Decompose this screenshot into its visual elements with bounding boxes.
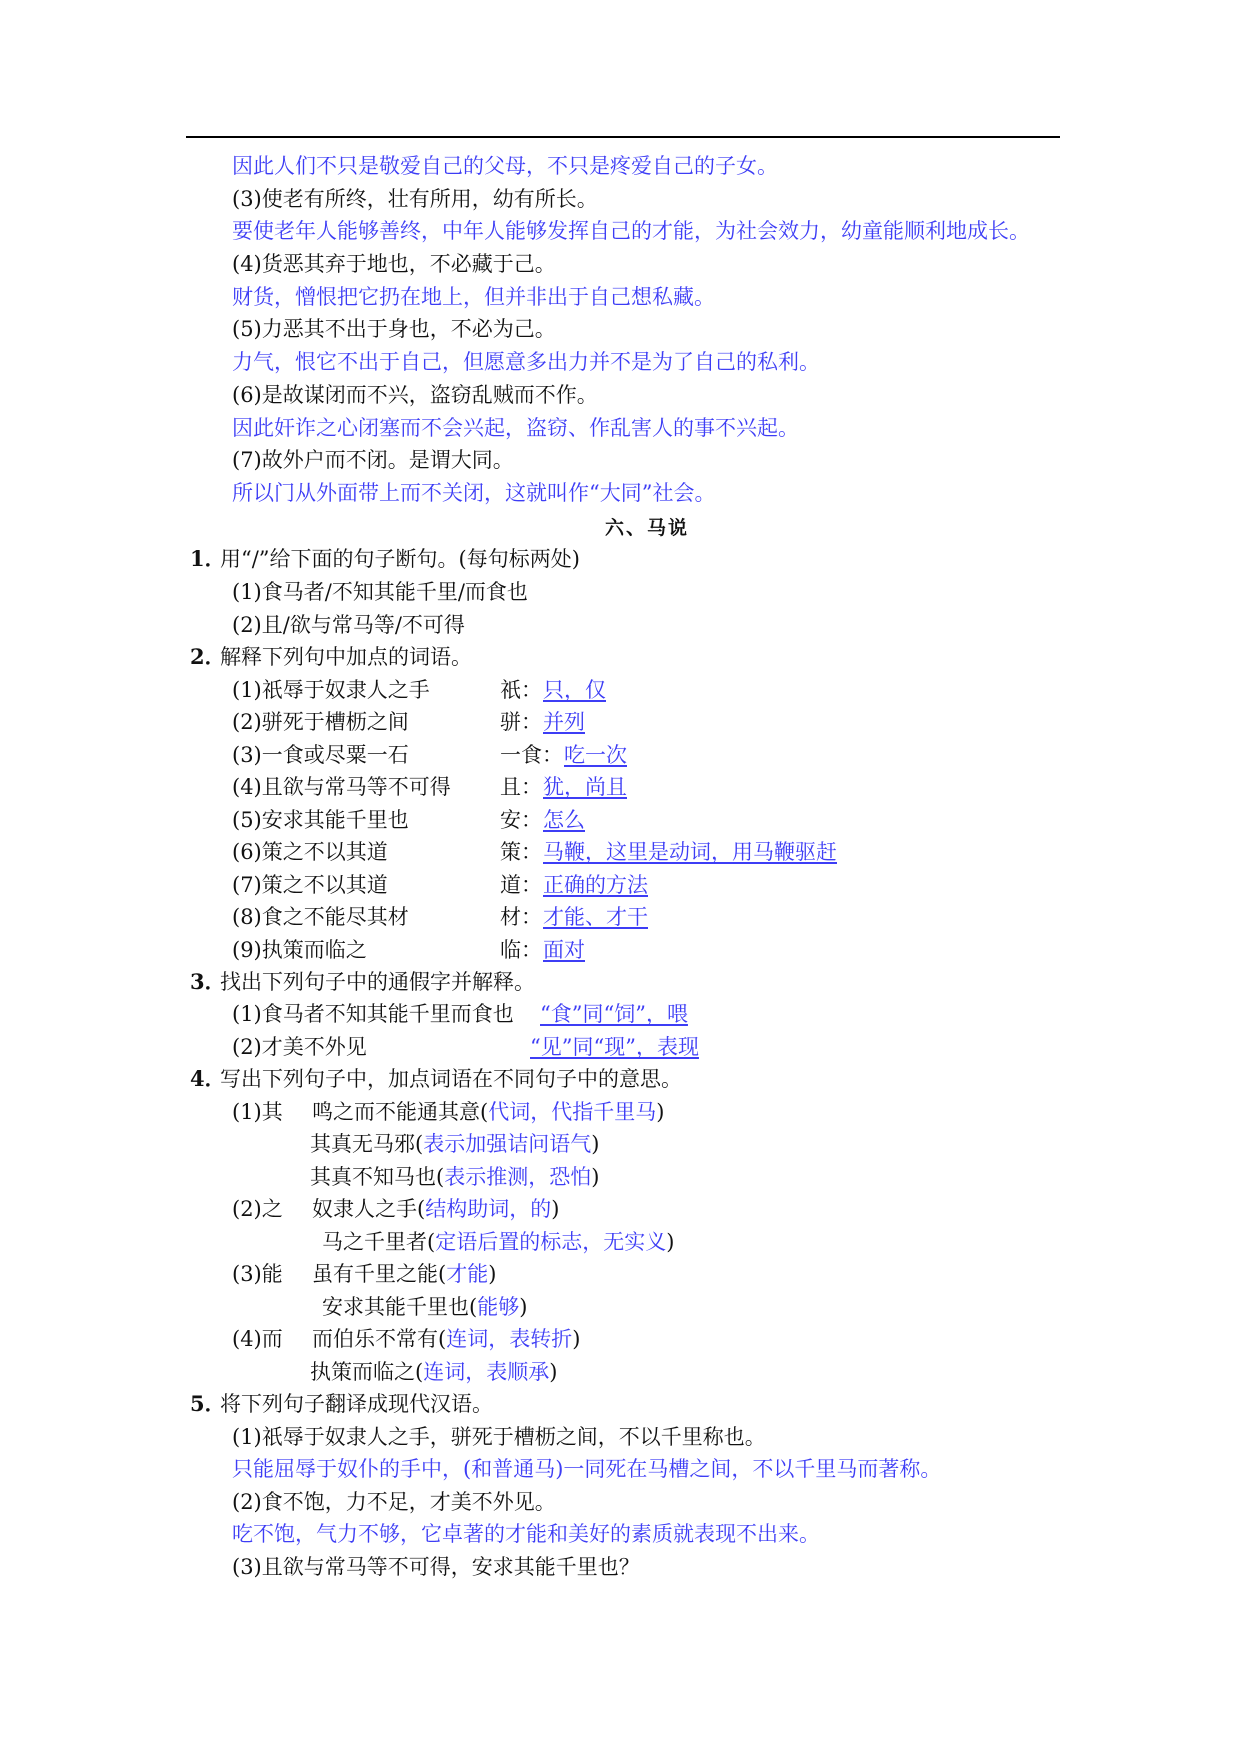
q4-line-1-2: 其真无马邪(表示加强诘问语气) [310,1132,600,1156]
q5-sentence-3: (3)且欲与常马等不可得，安求其能千里也？ [232,1555,640,1579]
q4-line-2-2: 马之千里者(定语后置的标志，无实义) [322,1230,675,1254]
q2-word-5: 安： [500,808,542,832]
q4-word-3: (3)能 [232,1262,283,1286]
q2-word-6: 策： [500,840,542,864]
prev-line-11: 所以门从外面带上而不关闭，这就叫作“大同”社会。 [232,481,716,505]
q2-answer-7: 正确的方法 [543,873,648,897]
q2-word-3: 一食： [500,743,563,767]
prev-line-8: (6)是故谋闭而不兴，盗窃乱贼而不作。 [232,383,598,407]
q2-number: 2． [190,644,226,669]
q4-word-1: (1)其 [232,1100,283,1124]
q2-sentence-2: (2)骈死于槽枥之间 [232,710,409,734]
q3-answer-1: “食”同“饲”，喂 [540,1002,688,1026]
q4-line-3-2: 安求其能千里也(能够) [322,1295,528,1319]
q1-item-2: (2)且/欲与常马等/不可得 [232,613,465,637]
q2-answer-6: 马鞭，这里是动词，用马鞭驱赶 [543,840,837,864]
prev-line-9: 因此奸诈之心闭塞而不会兴起，盗窃、作乱害人的事不兴起。 [232,416,799,440]
q4-number: 4． [190,1066,226,1091]
q2-sentence-3: (3)一食或尽粟一石 [232,743,409,767]
prev-line-10: (7)故外户而不闭。是谓大同。 [232,448,514,472]
q2-word-7: 道： [500,873,542,897]
q2-word-1: 祇： [500,678,542,702]
q2-answer-5: 怎么 [543,808,585,832]
prev-line-5: 财货，憎恨把它扔在地上，但并非出于自己想私藏。 [232,285,715,309]
q4-line-3-1: 虽有千里之能(才能) [312,1262,497,1286]
q5-answer-2: 吃不饱，气力不够，它卓著的才能和美好的素质就表现不出来。 [232,1522,820,1546]
q2-sentence-1: (1)祇辱于奴隶人之手 [232,678,430,702]
q4-line-4-1: 而伯乐不常有(连词，表转折) [312,1327,581,1351]
q2-answer-8: 才能、才干 [543,905,648,929]
q4-word-2: (2)之 [232,1197,283,1221]
q2-sentence-8: (8)食之不能尽其材 [232,905,409,929]
q2-sentence-6: (6)策之不以其道 [232,840,388,864]
prev-line-7: 力气，恨它不出于自己，但愿意多出力并不是为了自己的私利。 [232,350,820,374]
q2-sentence-7: (7)策之不以其道 [232,873,388,897]
q3-sentence-2: (2)才美不外见 [232,1035,367,1059]
q2-stem: 解释下列句中加点的词语。 [220,645,472,669]
q4-answer-2-1: 结构助词，的 [425,1197,552,1221]
header-rule [186,136,1060,138]
q2-word-9: 临： [500,938,542,962]
q2-sentence-5: (5)安求其能千里也 [232,808,409,832]
q1-number: 1． [190,546,226,571]
q4-answer-3-2: 能够 [477,1295,520,1319]
q4-answer-2-2: 定语后置的标志，无实义 [435,1230,667,1254]
q4-answer-1-1: 代词，代指千里马 [488,1100,657,1124]
q5-number: 5． [190,1391,226,1416]
q3-answer-2: “见”同“现”，表现 [530,1035,699,1059]
prev-line-3: 要使老年人能够善终，中年人能够发挥自己的才能，为社会效力，幼童能顺利地成长。 [232,219,1030,243]
q5-sentence-2: (2)食不饱，力不足，才美不外见。 [232,1490,556,1514]
q4-answer-4-2: 连词，表顺承 [423,1360,550,1384]
q4-line-1-1: 鸣之而不能通其意(代词，代指千里马) [312,1100,665,1124]
q4-answer-4-1: 连词，表转折 [446,1327,573,1351]
q4-line-1-3: 其真不知马也(表示推测，恐怕) [310,1165,600,1189]
prev-line-2: (3)使老有所终，壮有所用，幼有所长。 [232,187,598,211]
prev-line-1: 因此人们不只是敬爱自己的父母，不只是疼爱自己的子女。 [232,154,778,178]
q2-answer-9: 面对 [543,938,585,962]
q2-answer-3: 吃一次 [564,743,627,767]
q1-stem: 用“/”给下面的句子断句。(每句标两处) [220,547,580,571]
q3-number: 3． [190,969,226,994]
q3-sentence-1: (1)食马者不知其能千里而食也 [232,1002,514,1026]
q2-answer-1: 只，仅 [543,678,606,702]
q3-stem: 找出下列句子中的通假字并解释。 [220,970,535,994]
q4-answer-3-1: 才能 [446,1262,489,1286]
q4-line-4-2: 执策而临之(连词，表顺承) [310,1360,558,1384]
q2-word-8: 材： [500,905,542,929]
prev-line-6: (5)力恶其不出于身也，不必为己。 [232,317,556,341]
section-title: 六、马说 [605,517,690,539]
q5-stem: 将下列句子翻译成现代汉语。 [220,1392,493,1416]
q4-answer-1-3: 表示推测，恐怕 [444,1165,592,1189]
q5-sentence-1: (1)祇辱于奴隶人之手，骈死于槽枥之间，不以千里称也。 [232,1425,766,1449]
q2-word-4: 且： [500,775,542,799]
q1-item-1: (1)食马者/不知其能千里/而食也 [232,580,528,604]
q2-sentence-4: (4)且欲与常马等不可得 [232,775,451,799]
q4-line-2-1: 奴隶人之手(结构助词，的) [312,1197,560,1221]
q4-answer-1-2: 表示加强诘问语气 [423,1132,592,1156]
q5-answer-1: 只能屈辱于奴仆的手中，(和普通马)一同死在马槽之间，不以千里马而著称。 [232,1457,942,1481]
q4-stem: 写出下列句子中，加点词语在不同句子中的意思。 [220,1067,682,1091]
q2-word-2: 骈： [500,710,542,734]
q2-answer-4: 犹，尚且 [543,775,627,799]
prev-line-4: (4)货恶其弃于地也，不必藏于己。 [232,252,556,276]
q2-answer-2: 并列 [543,710,585,734]
q4-word-4: (4)而 [232,1327,283,1351]
q2-sentence-9: (9)执策而临之 [232,938,367,962]
